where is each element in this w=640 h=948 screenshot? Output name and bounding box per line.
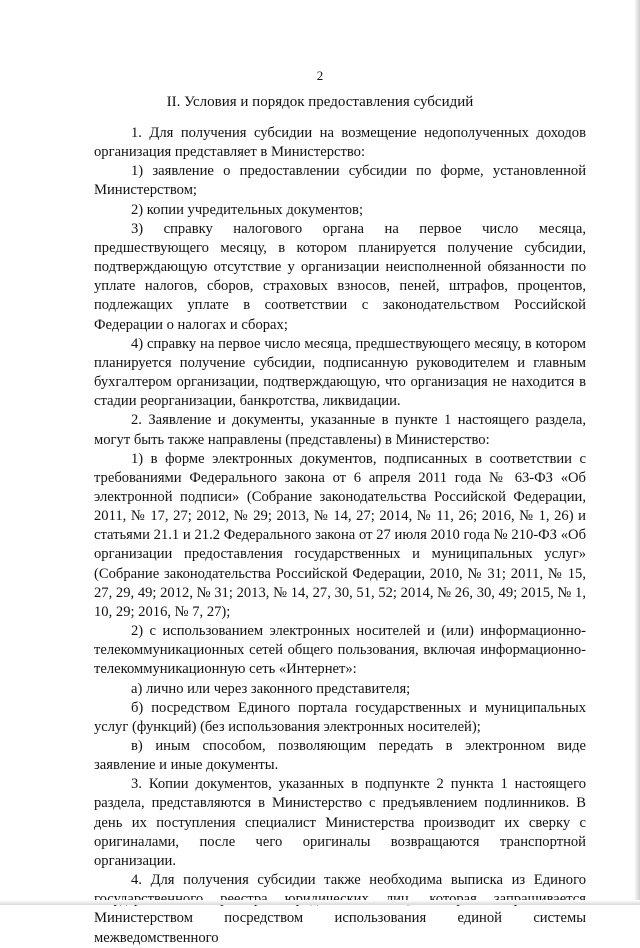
paragraph-2: 2. Заявление и документы, указанные в пункте 1 настоящего раздела, могут быть также направлены (представлены) в Министерство: (94, 412, 586, 448)
paragraph-2-item-1: 1) в форме электронных документов, подписанных в соответствии с требованиями Федерального закона от 6 апреля 2011 года № 63-ФЗ «Об электронной подписи» (Собрание законодательства Российской Федерации, 2011, № 17, 27; 2012, № 29; 2013, № 14, 27; 2014, № 11, 26; 2016, № 1, 26) и статьями 21.1 и 21.2 Федерального закона от 27 июля 2010 года № 210-ФЗ «Об организации предоставления государственных и муниципальных услуг» (Собрание законодательства Российской Федерации, 2010, № 31; 2011, № 15, 27, 29, 49; 2012, № 31; 2013, № 14, 27, 30, 51, 52; 2014, № 26, 30, 49; 2015, № 1, 10, 29; 2016, № 7, 27); (94, 450, 586, 620)
paragraph-1-item-1: 1) заявление о предоставлении субсидии по форме, установленной Министерством; (94, 163, 586, 199)
paragraph-1-item-2: 2) копии учредительных документов; (131, 201, 363, 218)
scan-bottom-edge (0, 900, 640, 905)
paragraph-1: 1. Для получения субсидии на возмещение недополученных доходов организация представляет в Министерство: (94, 125, 586, 161)
paragraph-3: 3. Копии документов, указанных в подпункте 2 пункта 1 настоящего раздела, представляются в Министерство с предъявлением подлинников. В день их поступления специалист Министерства производит их сверку с оригиналами, после чего оригиналы возвращаются транспортной организации. (94, 776, 586, 869)
section-title: II. Условия и порядок предоставления субсидий (166, 94, 474, 110)
paragraph-2-item-2-c: в) иным способом, позволяющим передать в электронном виде заявление и иные документы. (94, 738, 586, 774)
paragraph-1-item-3: 3) справку налогового органа на первое число месяца, предшествующего месяцу, в котором планируется получение субсидии, подтверждающую отсутствие у организации неисполненной обязанности по уплате налогов, сборов, страховых взносов, пеней, штрафов, процентов, подлежащих уплате в соответствии с законодательством Российской Федерации о налогах и сборах; (94, 220, 586, 333)
paragraph-2-item-2: 2) с использованием электронных носителей и (или) информационно-телекоммуникационных сетей общего пользования, включая информационно-телекоммуникационную сеть «Интернет»: (94, 623, 586, 678)
document-body (94, 124, 586, 948)
paragraph-1-item-4: 4) справку на первое число месяца, предшествующего месяцу, в котором планируется получение субсидии, подписанную руководителем и главным бухгалтером организации, подтверждающую, что организация не находится в стадии реорганизации, банкротства, ликвидации. (94, 335, 586, 410)
scan-right-edge (634, 0, 640, 905)
paragraph-2-item-2-a: а) лично или через законного представителя; (131, 680, 411, 697)
paragraph-2-item-2-b: б) посредством Единого портала государственных и муниципальных услуг (функций) (без использования электронных носителей); (94, 699, 586, 735)
page-number: 2 (316, 68, 324, 83)
paragraph-4: 4. Для получения субсидии также необходима выписка из Единого Министерством посредством использования единой системы межведомственного (94, 872, 586, 946)
